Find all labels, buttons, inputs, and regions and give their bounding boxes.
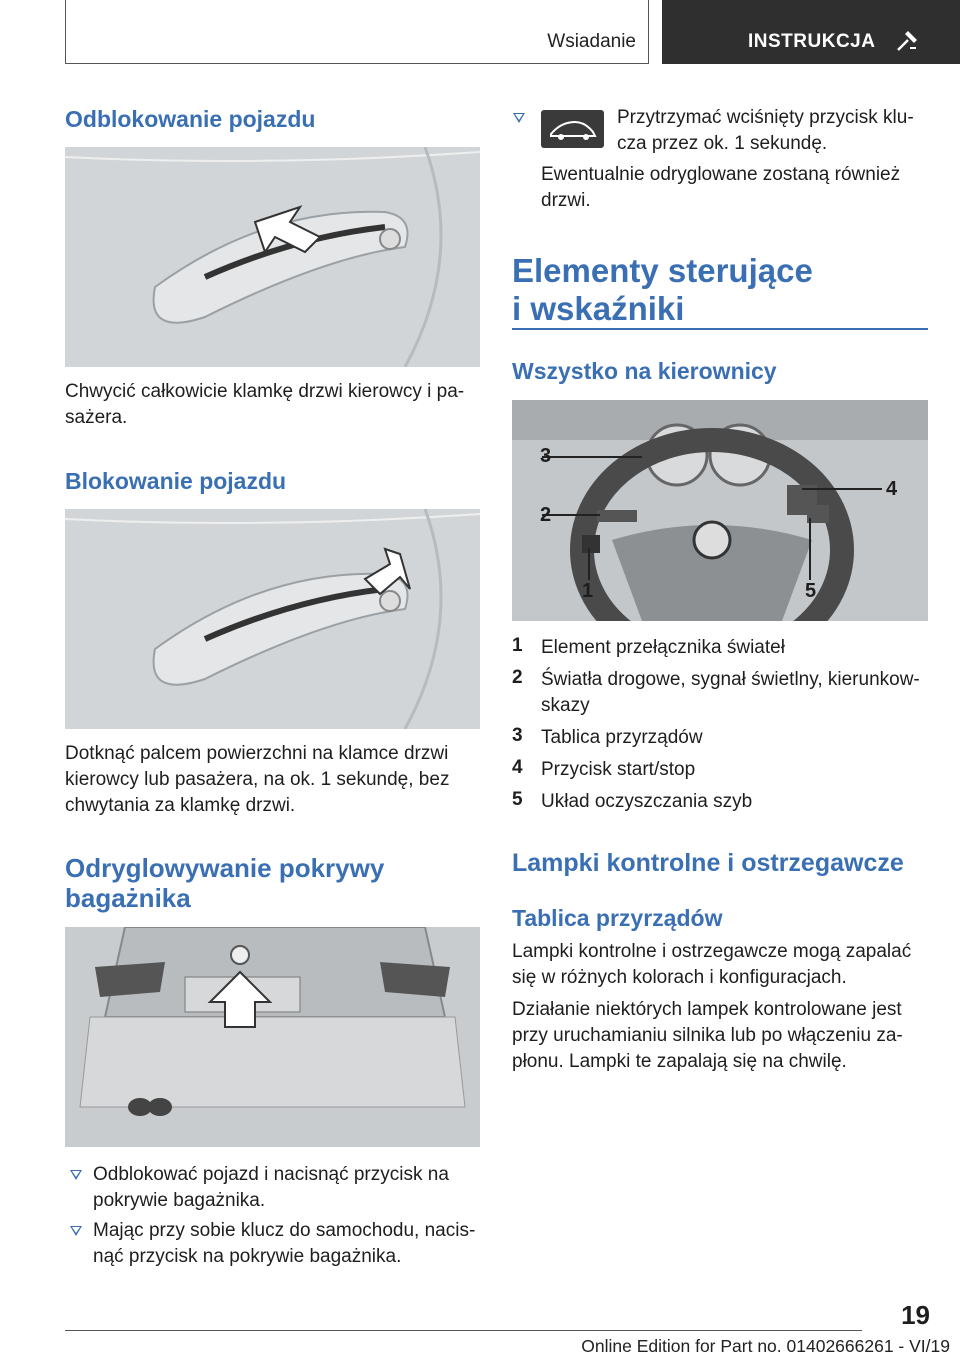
callout-3: 3	[540, 445, 552, 467]
trunk-image	[65, 927, 480, 1147]
legend-num-4: 4	[512, 757, 523, 778]
unlock-text-line2: sażera.	[65, 407, 128, 428]
legend-text-5: Układ oczyszczania szyb	[541, 791, 753, 812]
key-tool-icon	[894, 28, 920, 54]
lock-title: Blokowanie pojazdu	[65, 468, 287, 494]
header-section-title: Wsiadanie	[547, 31, 636, 52]
cluster-p1-line1: Lampki kontrolne i ostrzegawcze mogą zapalać	[512, 941, 912, 962]
header-chapter-box	[662, 0, 960, 64]
controls-title-line1: Elementy sterujące	[512, 252, 813, 289]
legend-text-1: Element przełącznika świateł	[541, 637, 785, 658]
car-key-icon	[541, 110, 604, 148]
key-note-line2: drzwi.	[541, 190, 591, 211]
callout-5: 5	[805, 580, 817, 602]
key-bullet-line1: Przytrzymać wciśnięty przycisk klu-	[617, 107, 914, 128]
legend-num-2: 2	[512, 667, 523, 688]
trunk-bullet2-line2: nąć przycisk na pokrywie bagażnika.	[93, 1246, 402, 1267]
trunk-title-line2: bagażnika	[65, 883, 191, 913]
trunk-bullet2-line1: Mając przy sobie klucz do samochodu, nacis-	[93, 1220, 476, 1241]
bullet-triangle-icon	[70, 1226, 82, 1236]
header-chapter-title: INSTRUKCJA	[748, 31, 876, 52]
cluster-p1-line2: się w różnych kolorach i konfiguracjach.	[512, 967, 847, 988]
legend-num-5: 5	[512, 789, 523, 810]
section-rule	[512, 328, 928, 330]
trunk-bullet1-line2: pokrywie bagażnika.	[93, 1190, 266, 1211]
unlock-title: Odblokowanie pojazdu	[65, 106, 316, 132]
lock-text-line1: Dotknąć palcem powierzchni na klamce drzwi	[65, 743, 449, 764]
legend-num-3: 3	[512, 725, 523, 746]
footer-edition: Online Edition for Part no. 01402666261 - VI/19	[581, 1336, 950, 1356]
key-note-line1: Ewentualnie odryglowane zostaną również	[541, 164, 901, 185]
lock-text-line2: kierowcy lub pasażera, na ok. 1 sekundę, bez	[65, 769, 450, 790]
bullet-triangle-icon	[70, 1170, 82, 1180]
legend-text-2b: skazy	[541, 695, 590, 716]
footer-rule	[65, 1330, 862, 1331]
trunk-title-line1: Odryglowywanie pokrywy	[65, 853, 385, 883]
lamps-title: Lampki kontrolne i ostrzegawcze	[512, 849, 904, 877]
trunk-bullet1-line1: Odblokować pojazd i nacisnąć przycisk na	[93, 1164, 449, 1185]
cluster-p2-line1: Działanie niektórych lampek kontrolowane jest	[512, 999, 902, 1020]
cluster-title: Tablica przyrządów	[512, 905, 723, 931]
key-bullet-line2: cza przez ok. 1 sekundę.	[617, 133, 828, 154]
callout-4: 4	[886, 478, 898, 500]
legend-num-1: 1	[512, 635, 523, 656]
legend-text-3: Tablica przyrządów	[541, 727, 703, 748]
wheel-title: Wszystko na kierownicy	[512, 358, 777, 384]
header-section-box	[65, 0, 649, 64]
callout-1: 1	[582, 580, 594, 602]
controls-title-line2: i wskaźniki	[512, 290, 685, 327]
cluster-p2-line2: przy uruchamianiu silnika lub po włączeniu za-	[512, 1025, 903, 1046]
legend-text-4: Przycisk start/stop	[541, 759, 696, 780]
legend-text-2: Światła drogowe, sygnał świetlny, kierunkow-	[541, 669, 920, 690]
callout-2: 2	[540, 504, 552, 526]
door-handle-unlock-image	[65, 147, 480, 367]
steering-wheel-image	[512, 400, 928, 621]
cluster-p2-line3: płonu. Lampki te zapalają się na chwilę.	[512, 1051, 847, 1072]
unlock-text-line1: Chwycić całkowicie klamkę drzwi kierowcy i pa-	[65, 381, 465, 402]
bullet-triangle-icon	[513, 113, 525, 123]
page-number: 19	[901, 1300, 930, 1330]
lock-text-line3: chwytania za klamkę drzwi.	[65, 795, 296, 816]
door-handle-lock-image	[65, 509, 480, 729]
